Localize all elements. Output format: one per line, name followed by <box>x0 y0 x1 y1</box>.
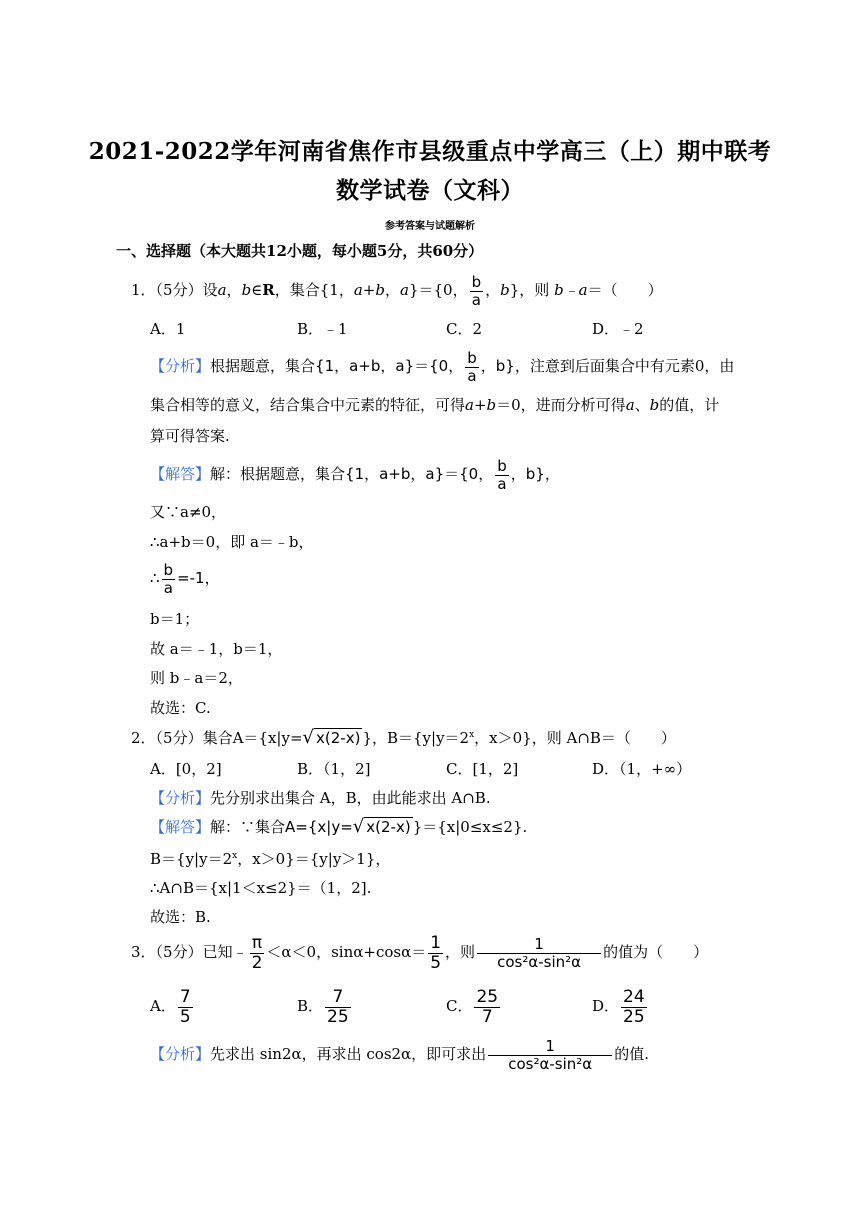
q1-option-c: C．2 <box>446 320 483 338</box>
q2-option-b: B．（1，2] <box>297 760 371 778</box>
q3-option-a: A． $\frac{7}{5}$ <box>150 987 191 1027</box>
q2-step2: ∴A∩B＝{x|1＜x≤2}＝（1，2]. <box>150 879 372 897</box>
q3-option-d: D． $\frac{24}{25}$ <box>592 987 645 1027</box>
q2-option-d: D．（1，+∞） <box>592 760 692 778</box>
page-subtitle: 参考答案与试题解析 <box>385 221 475 232</box>
q3-option-b: B． $\frac{7}{25}$ <box>297 987 349 1027</box>
page-title-line2: 数学试卷（文科） <box>336 177 524 204</box>
q2-stem: 2．（5分）集合A＝{x|y=√ x(2-x) }，$B=\{y|y=2^x$，x＞0}，则 A∩B＝（ ） <box>131 727 676 748</box>
q1-step2: ∴a+b＝0，即 a＝﹣b， <box>150 533 314 551</box>
q1-analysis-line1: 【分析】根据题意，集合{1，a+b，a}＝{0， $\frac{b}{a}$ ，b}，注意到后面集合中有元素0，由 <box>150 349 735 385</box>
q2-analysis: 【分析】先分别求出集合 A，B，由此能求出 A∩B. <box>150 789 491 807</box>
q1-analysis-line3: 算可得答案. <box>150 427 230 445</box>
analysis-tag: 【分析】 <box>150 1045 211 1063</box>
q3-option-c: C． $\frac{25}{7}$ <box>446 987 499 1027</box>
q3-stem: 3．（5分）已知﹣ $\frac{\pi}{2}$ ＜α＜0，sinα+cosα＝ $\frac{1}{5}$ ，则 $\frac{1}{\text{cos²α-sin²α}}$ 的值为（ ） <box>131 933 709 973</box>
section-heading: 一、选择题（本大题共12小题，每小题5分，共60分） <box>116 242 484 260</box>
q1-option-a: A．1 <box>150 320 186 338</box>
q1-stem: 1．（5分）设a，b∈R，集合{1，a+b，a}＝{0， $\frac{b}{a}$ ，b}，则 b﹣a＝（ ） <box>131 273 663 309</box>
q1-step7: 故选：C. <box>150 699 211 717</box>
q2-option-a: A．[0，2] <box>150 760 222 778</box>
q3-analysis: 【分析】先求出 sin2α，再求出 cos2α，即可求出 $\frac{1}{\text{cos²α-sin²α}}$ 的值. <box>150 1037 649 1073</box>
q1-step5: 故 a＝﹣1，b＝1， <box>150 640 283 658</box>
q1-analysis-line2: 集合相等的意义，结合集合中元素的特征，可得a+b＝0，进而分析可得a、b的值，计 <box>150 396 720 414</box>
q2-option-c: C．[1，2] <box>446 760 519 778</box>
q1-step3: ∴ $\frac{b}{a}$ =-1， <box>150 561 220 597</box>
q1-step1: 又∵a≠0， <box>150 503 227 521</box>
q2-step3: 故选：B. <box>150 908 211 926</box>
analysis-tag: 【分析】 <box>150 789 211 807</box>
q1-option-b: B．﹣1 <box>297 320 348 338</box>
analysis-tag: 【分析】 <box>150 357 211 375</box>
solution-tag: 【解答】 <box>150 818 211 836</box>
q2-step1: $B=\{y|y=2^x$，x＞0}＝{y|y＞1}， <box>150 850 391 868</box>
q1-option-d: D．﹣2 <box>592 320 644 338</box>
page-title: 2021-2022学年河南省焦作市县级重点中学高三（上）期中联考 <box>88 138 772 165</box>
solution-tag: 【解答】 <box>150 465 211 483</box>
q1-fraction: $\frac{b}{a}$ <box>471 273 482 309</box>
q1-solution-line1: 【解答】解：根据题意，集合{1，a+b，a}＝{0， $\frac{b}{a}$ ，b}， <box>150 457 560 493</box>
q1-step6: 则 b﹣a＝2， <box>150 669 243 687</box>
q2-solution-line1: 【解答】解：∵集合A={x|y=√ x(2-x) }＝{x|0≤x≤2}. <box>150 816 528 837</box>
q1-step4: b＝1； <box>150 610 200 628</box>
